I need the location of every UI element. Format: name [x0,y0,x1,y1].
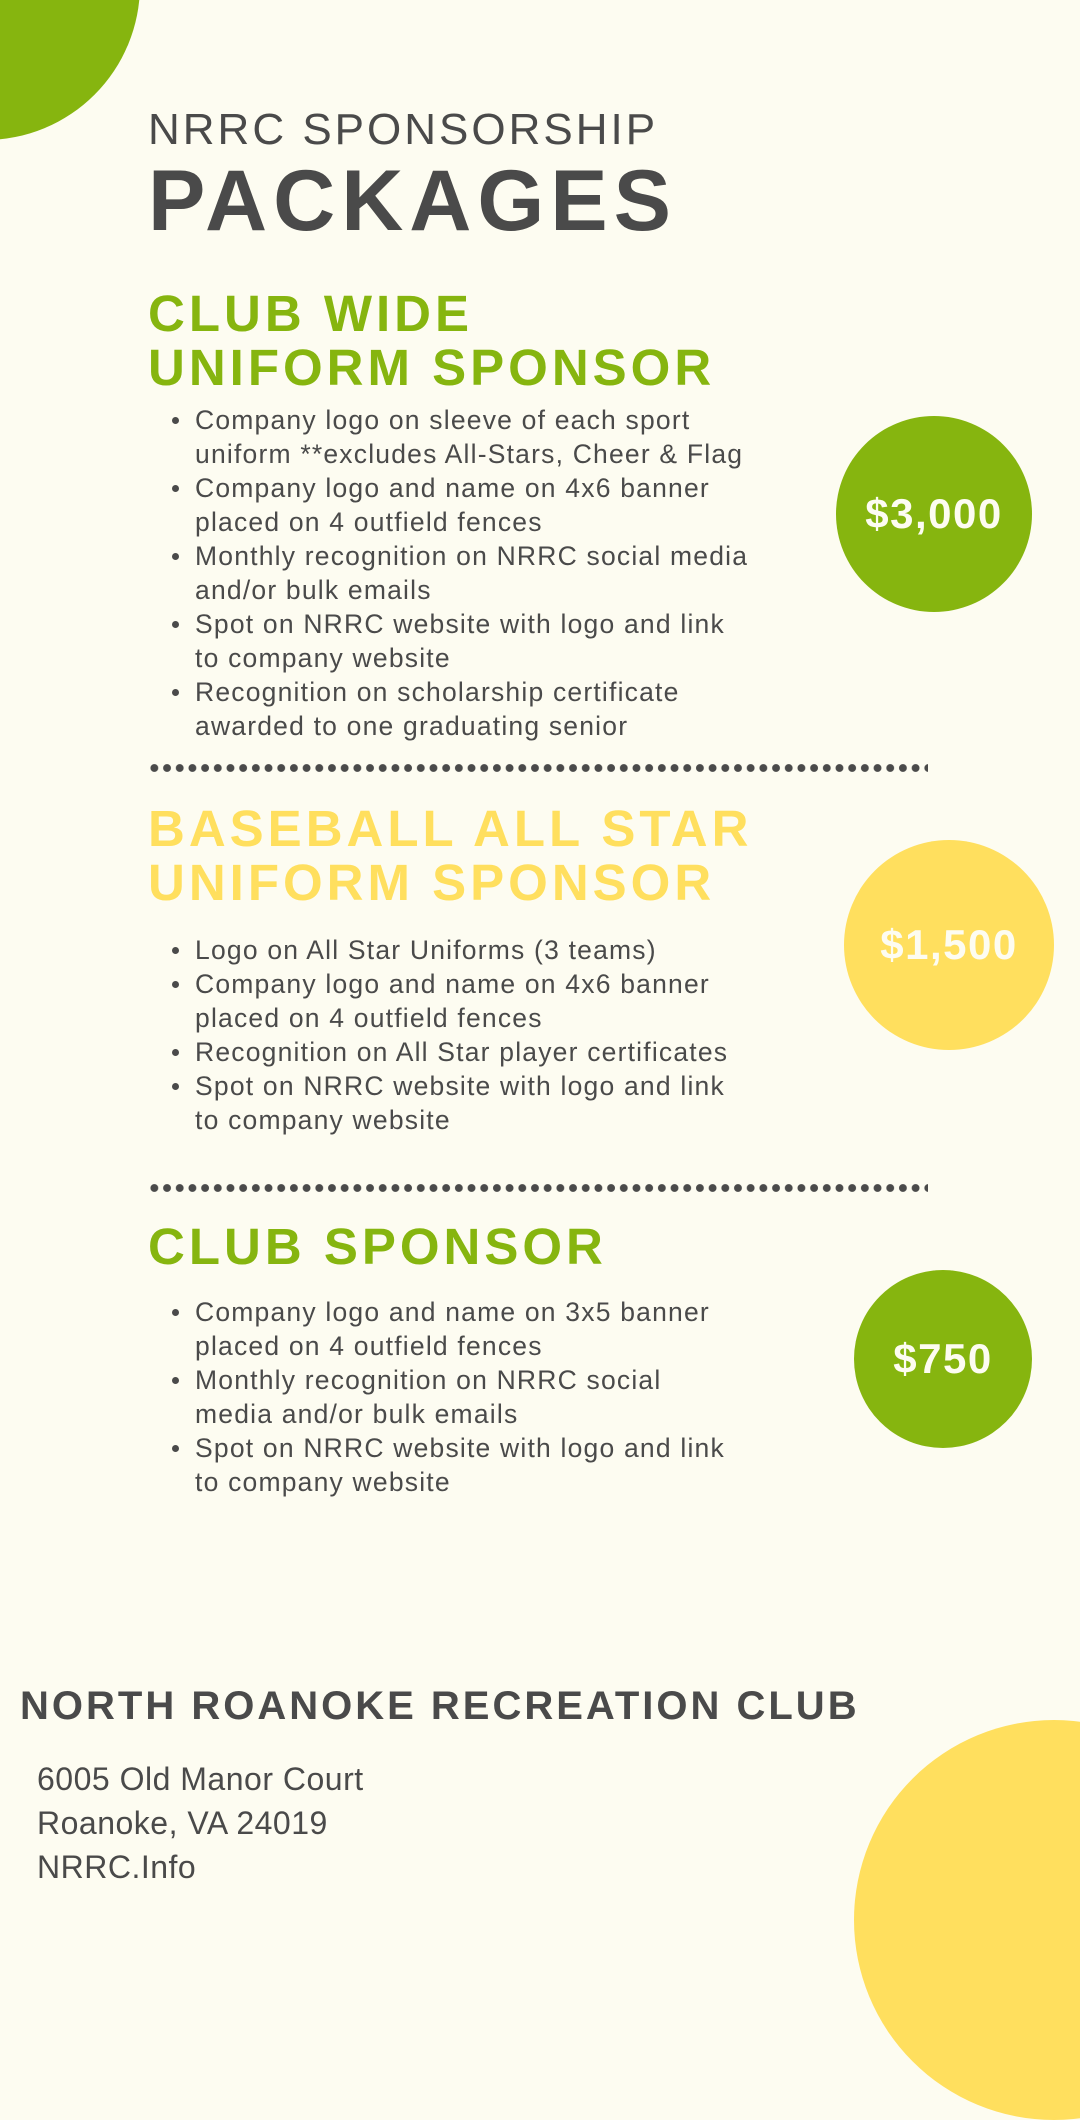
address-line: 6005 Old Manor Court [37,1761,364,1797]
benefit-item: Monthly recognition on NRRC social media and/or bulk emails [148,1363,828,1431]
package-title-line: CLUB SPONSOR [148,1218,607,1275]
package-benefits-club-sponsor [148,1295,828,1499]
package-title-line: BASEBALL ALL STAR [148,800,753,857]
address-line: Roanoke, VA 24019 [37,1805,328,1841]
benefit-item: Spot on NRRC website with logo and link to company website [148,607,828,675]
decorative-circle-bottom-right [854,1720,1080,2120]
benefit-item: Spot on NRRC website with logo and link to company website [148,1069,828,1137]
benefit-item: Recognition on scholarship certificate awarded to one graduating senior [148,675,828,743]
page-eyebrow: NRRC SPONSORSHIP [148,105,659,154]
package-title-all-star [148,802,752,910]
package-benefits-all-star [148,933,828,1137]
benefit-item: Company logo and name on 3x5 banner placed on 4 outfield fences [148,1295,828,1363]
benefit-item: Company logo and name on 4x6 banner placed on 4 outfield fences [148,967,828,1035]
benefit-item: Monthly recognition on NRRC social media and/or bulk emails [148,539,828,607]
price-badge-club-sponsor: $750 [854,1270,1032,1448]
package-benefits-club-wide [148,403,828,743]
benefit-item: Logo on All Star Uniforms (3 teams) [148,933,828,967]
website-link[interactable]: NRRC.Info [37,1849,197,1885]
decorative-circle-top-left [0,0,140,140]
price-badge-club-wide: $3,000 [836,416,1032,612]
dotted-divider [148,764,928,772]
benefit-item: Spot on NRRC website with logo and link to company website [148,1431,828,1499]
benefit-item: Recognition on All Star player certificates [148,1035,828,1069]
benefit-item: Company logo and name on 4x6 banner placed on 4 outfield fences [148,471,828,539]
package-title-club-sponsor [148,1220,607,1274]
page-title: PACKAGES [148,153,678,249]
dotted-divider [148,1184,928,1192]
price-badge-all-star: $1,500 [844,840,1054,1050]
package-title-line: UNIFORM SPONSOR [148,339,716,396]
benefit-item: Company logo on sleeve of each sport uniform **excludes All-Stars, Cheer & Flag [148,403,828,471]
package-title-club-wide [148,287,715,395]
organization-name: NORTH ROANOKE RECREATION CLUB [20,1684,860,1728]
address-block [37,1757,364,1889]
package-title-line: CLUB WIDE [148,285,473,342]
package-title-line: UNIFORM SPONSOR [148,854,716,911]
